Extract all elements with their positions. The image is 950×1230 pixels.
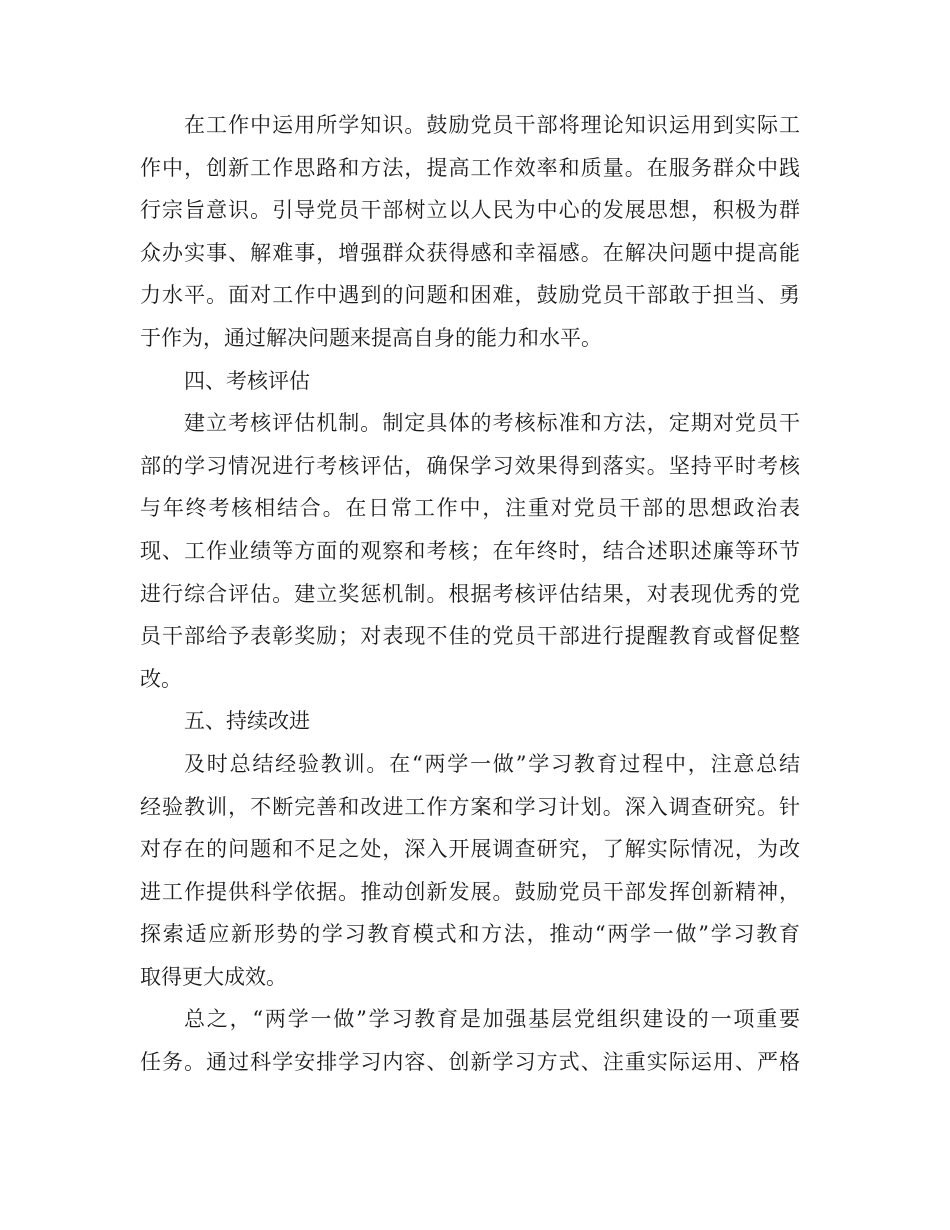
paragraph-line: 经验教训，不断完善和改进工作方案和学习计划。深入调查研究。针 <box>140 794 800 819</box>
paragraph-line: 众办实事、解难事，增强群众获得感和幸福感。在解决问题中提高能 <box>140 240 800 265</box>
paragraph-line: 员干部给予表彰奖励；对表现不佳的党员干部进行提醒教育或督促整 <box>140 624 800 649</box>
section-heading: 四、考核评估 <box>184 368 310 393</box>
paragraph-line: 取得更大成效。 <box>140 964 287 989</box>
paragraph-line: 部的学习情况进行考核评估，确保学习效果得到落实。坚持平时考核 <box>140 453 800 478</box>
paragraph-line: 现、工作业绩等方面的观察和考核；在年终时，结合述职述廉等环节 <box>140 538 800 563</box>
section-heading: 五、持续改进 <box>184 709 310 734</box>
paragraph-line: 总之，“两学一做”学习教育是加强基层党组织建设的一项重要 <box>184 1007 800 1032</box>
paragraph-line: 进行综合评估。建立奖惩机制。根据考核评估结果，对表现优秀的党 <box>140 581 800 606</box>
paragraph-line: 作中，创新工作思路和方法，提高工作效率和质量。在服务群众中践 <box>140 155 800 180</box>
paragraph-line: 对存在的问题和不足之处，深入开展调查研究，了解实际情况，为改 <box>140 837 800 862</box>
paragraph-line: 及时总结经验教训。在“两学一做”学习教育过程中，注意总结 <box>184 751 800 776</box>
paragraph-line: 与年终考核相结合。在日常工作中，注重对党员干部的思想政治表 <box>140 496 800 521</box>
paragraph-line: 探索适应新形势的学习教育模式和方法，推动“两学一做”学习教育 <box>140 922 800 947</box>
paragraph-line: 进工作提供科学依据。推动创新发展。鼓励党员干部发挥创新精神， <box>140 879 800 904</box>
paragraph-line: 在工作中运用所学知识。鼓励党员干部将理论知识运用到实际工 <box>184 113 800 137</box>
paragraph-line: 行宗旨意识。引导党员干部树立以人民为中心的发展思想，积极为群 <box>140 198 800 223</box>
paragraph-line: 任务。通过科学安排学习内容、创新学习方式、注重实际运用、严格 <box>140 1050 800 1075</box>
paragraph-line: 建立考核评估机制。制定具体的考核标准和方法，定期对党员干 <box>184 411 800 436</box>
document-body <box>140 104 800 1084</box>
paragraph-line: 力水平。面对工作中遇到的问题和困难，鼓励党员干部敢于担当、勇 <box>140 283 800 308</box>
paragraph-line: 于作为，通过解决问题来提高自身的能力和水平。 <box>140 325 602 350</box>
paragraph-line: 改。 <box>140 666 182 691</box>
